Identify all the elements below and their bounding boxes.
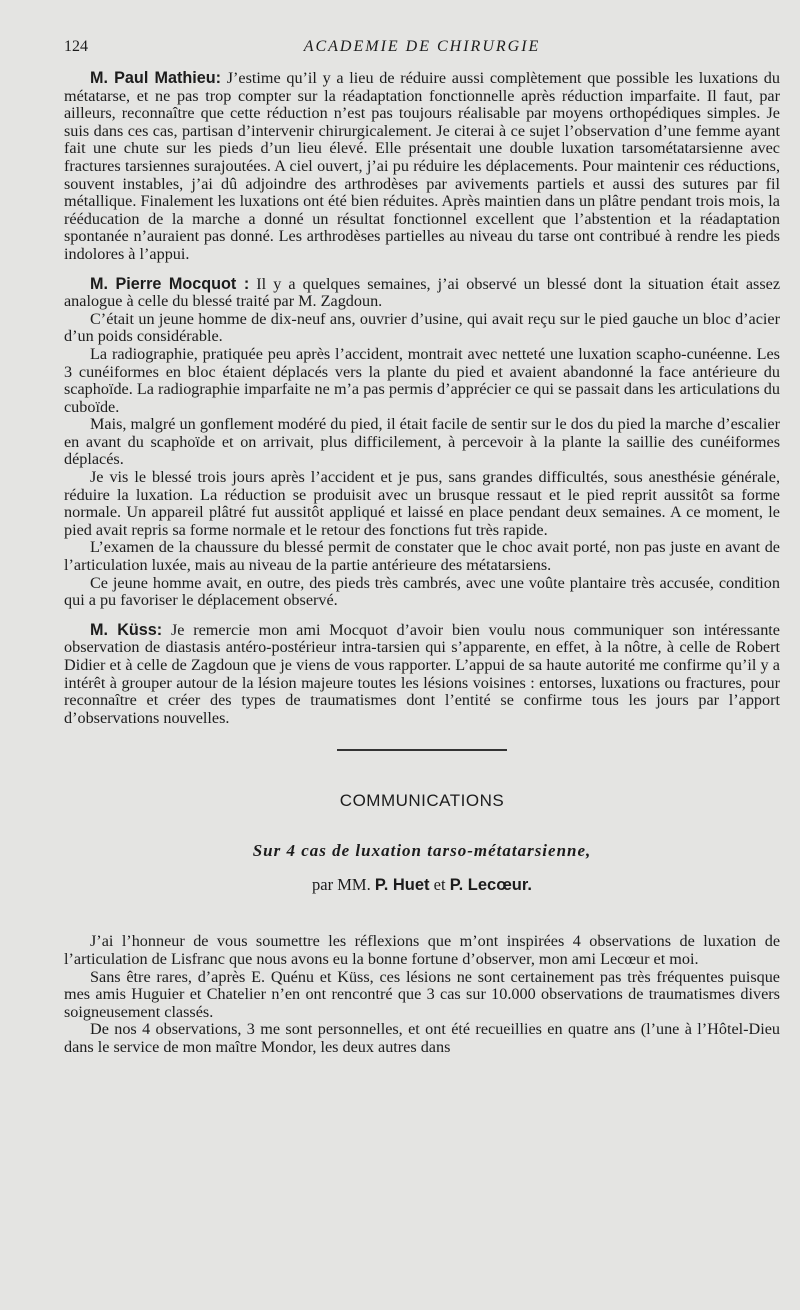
- speaker-kuss: M. Küss:: [90, 620, 163, 639]
- mocquot-paragraph: C’était un jeune homme de dix-neuf ans, ouvrier d’usine, qui avait reçu sur le pied gauche un bloc d’acier d’un poids considérable.: [64, 309, 780, 346]
- author-huet: P. Huet: [374, 876, 430, 895]
- article-paragraph: Sans être rares, d’après E. Quénu et Küss, ces lésions ne sont certainement pas très fréquentes puisque mes amis Huguier et Chatelier n’en ont rencontré que 3 cas sur 10.000 observations de traumatismes divers soigneusement classés.: [64, 967, 780, 1021]
- article-body: [64, 933, 780, 1056]
- mocquot-intro: Il y a quelques semaines, j’ai observé un blessé dont la situation était assez analogue à celle du blessé traité par M. Zagdoun.: [64, 274, 780, 311]
- page-content: [64, 70, 780, 1057]
- discussion-kuss: [64, 622, 780, 728]
- mathieu-text: J’estime qu’il y a lieu de réduire aussi complètement que possible les luxations du métatarse, et ne pas trop compter sur la réadaptation fonctionnelle après réduction imparfaite. Il faut, par ailleurs, reconnaître que cette réduction n’est pas toujours réalisable par moyens orthopédiques simples. Je suis dans ces cas, partisan d’intervenir chirurgicalement. Je citerai à ce sujet l’observation d’une femme ayant fait une chute sur les pieds d’un lieu élevé. Elle présentait une double luxation tarsométatarsienne avec fractures tarsiennes surajoutées. A ciel ouvert, j’ai pu réduire les déplacements. Pour maintenir ces réductions, souvent instables, j’ai dû adjoindre des arthrodèses par avivements partiels et aussi des sutures par fil métallique. Finalement les luxations ont été bien réduites. Après maintien dans un plâtre pendant trois mois, la rééducation de la marche a donné un résultat fonctionnel excellent que l’abstention et la réadaptation spontanée n’auraient pas donné. Les arthrodèses partielles au niveau du tarse ont contribué à rendre les pieds indolores à l’appui.: [64, 69, 780, 263]
- section-divider: [337, 749, 507, 751]
- speaker-mocquot: M. Pierre Mocquot :: [90, 274, 250, 293]
- mocquot-paragraph: L’examen de la chaussure du blessé permit de constater que le choc avait porté, non pas juste en avant de l’articulation luxée, mais au niveau de la partie antérieure des métatarsiens.: [64, 538, 780, 575]
- mocquot-paragraph: Je vis le blessé trois jours après l’accident et je pus, sans grandes difficultés, sous anesthésie générale, réduire la luxation. La réduction se produisit avec un brusque ressaut et le pied reprit aussitôt sa forme normale. Un appareil plâtré fut aussitôt appliqué et laissé en place pendant deux semaines. A ce moment, le pied avait repris sa forme normale et le retour des fonctions fut très rapide.: [64, 468, 780, 539]
- page-number: 124: [64, 38, 88, 55]
- byline-and: et: [433, 875, 446, 895]
- running-head: ACADEMIE DE CHIRURGIE: [303, 38, 541, 55]
- mocquot-paragraph: Mais, malgré un gonflement modéré du pied, il était facile de sentir sur le dos du pied la marche d’escalier en avant du scaphoïde et on arrivait, plus difficilement, à percevoir à la plante la saillie des cunéiformes déplacés.: [64, 415, 780, 469]
- article-title: Sur 4 cas de luxation tarso-métatarsienne,: [252, 841, 592, 861]
- mocquot-paragraph: Ce jeune homme avait, en outre, des pieds très cambrés, avec une voûte plantaire très accusée, condition qui a pu favoriser le déplacement observé.: [64, 573, 780, 610]
- author-lecoeur: P. Lecœur.: [449, 876, 532, 895]
- byline-prefix: par MM.: [312, 875, 371, 895]
- discussion-mocquot: [64, 276, 780, 311]
- article-paragraph: J’ai l’honneur de vous soumettre les réflexions que m’ont inspirées 4 observations de luxation de l’articulation de Lisfranc que nous avons eu la bonne fortune d’observer, mon ami Lecœur et moi.: [64, 932, 780, 968]
- mocquot-paragraph: La radiographie, pratiquée peu après l’accident, montrait avec netteté une luxation scapho-cunéenne. Les 3 cunéiformes en bloc étaient déplacés vers la plante du pied et avaient abandonné la face antérieure du scaphoïde. La radiographie imparfaite ne m’a pas permis d’apprécier ce qui se passait dans les articulations du cuboïde.: [64, 344, 780, 416]
- article-byline: [64, 875, 780, 895]
- kuss-text: Je remercie mon ami Mocquot d’avoir bien voulu nous communiquer son intéressante observation de diastasis antéro-postérieur intra-tarsien qui s’apparente, en effet, à la nôtre, à celle de Robert Didier et à celle de Zagdoun que je viens de vous rapporter. L’appui de sa haute autorité me confirme qu’il y a intérêt à grouper autour de la lésion majeure toutes les lésions voisines : entorses, luxations ou fractures, pour reconnaître et créer des types de traumatismes dont l’entité se confirme tous les jours par l’apport d’observations nouvelles.: [64, 620, 780, 727]
- article-paragraph: De nos 4 observations, 3 me sont personnelles, et ont été recueillies en quatre ans (l’une à l’Hôtel-Dieu dans le service de mon maître Mondor, les deux autres dans: [64, 1020, 780, 1056]
- speaker-mathieu: M. Paul Mathieu:: [90, 69, 222, 87]
- section-heading: COMMUNICATIONS: [339, 791, 505, 811]
- page-header: [64, 38, 780, 60]
- discussion-mathieu: [64, 70, 780, 264]
